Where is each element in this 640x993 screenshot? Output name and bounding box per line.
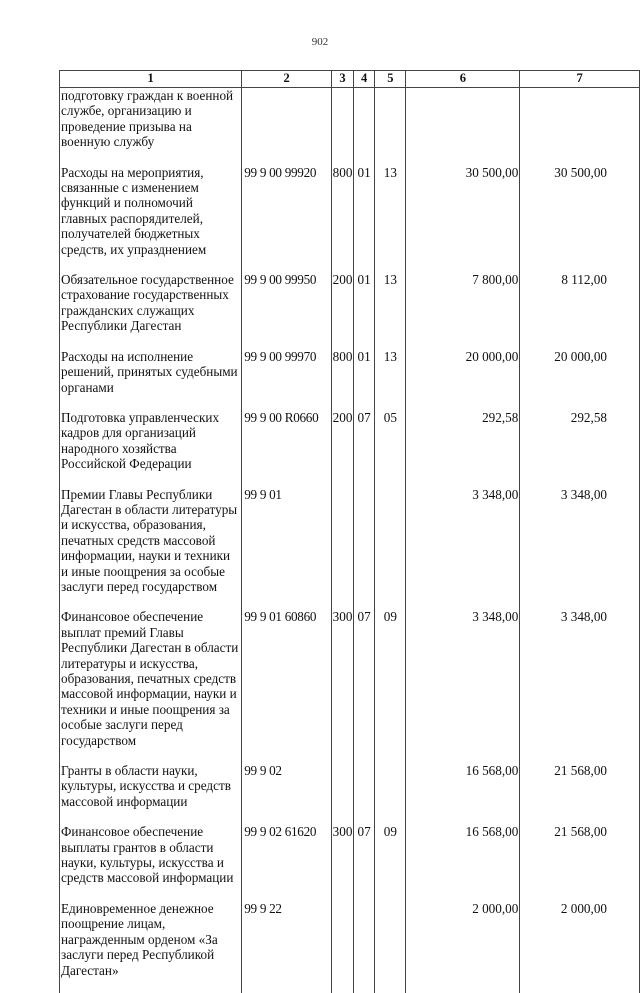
row-name: Финансовое обеспечение выплаты грантов в области науки, культуры, искусства и средств массовой информации	[60, 824, 242, 901]
row-amount-7: 21 568,00	[520, 824, 640, 901]
row-amount-6: 292,58	[406, 410, 520, 487]
page-number: 902	[311, 36, 329, 48]
column-header-5: 5	[375, 71, 406, 88]
row-col5: 09	[375, 824, 406, 901]
row-col5: 05	[375, 410, 406, 487]
row-amount-6: 30 500,00	[406, 165, 520, 272]
column-header-4: 4	[353, 71, 374, 88]
row-code: 99 9 00 R0660	[242, 410, 332, 487]
row-col4: 01	[353, 349, 374, 410]
row-code: 99 9 00 99920	[242, 165, 332, 272]
row-amount-6: 3 348,00	[406, 609, 520, 763]
row-col5	[375, 487, 406, 610]
column-header-3: 3	[332, 71, 354, 88]
row-code: 99 9 02 61620	[242, 824, 332, 901]
row-amount-7: 2 000,00	[520, 901, 640, 993]
row-code: 99 9 01 60860	[242, 609, 332, 763]
column-header-6: 6	[406, 71, 520, 88]
budget-table	[59, 70, 640, 993]
row-name: Единовременное денежное поощрение лицам, награжденным орденом «За заслуги перед Республикой Дагестан»	[60, 901, 242, 993]
row-col4: 01	[353, 165, 374, 272]
row-name: Обязательное государственное страхование государственных гражданских служащих Республики Дагестан	[60, 272, 242, 349]
row-col3: 300	[332, 824, 354, 901]
row-code: 99 9 22	[242, 901, 332, 993]
row-col3: 200	[332, 410, 354, 487]
row-amount-6: 16 568,00	[406, 824, 520, 901]
row-amount-6: 20 000,00	[406, 349, 520, 410]
row-col3	[332, 901, 354, 993]
row-col3: 300	[332, 609, 354, 763]
row-col4: 07	[353, 609, 374, 763]
row-name: подготовку граждан к военной службе, организацию и проведение призыва на военную службу	[60, 88, 242, 165]
table-row	[60, 165, 640, 272]
table-row	[60, 609, 640, 763]
row-col4	[353, 763, 374, 824]
row-col4: 07	[353, 410, 374, 487]
table-row	[60, 349, 640, 410]
row-amount-6: 3 348,00	[406, 487, 520, 610]
row-name: Финансовое обеспечение выплат премий Главы Республики Дагестан в области литературы и искусства, образования, печатных средств массовой информации, науки и техники и иные поощрения за особые заслуги перед государством	[60, 609, 242, 763]
row-amount-6: 16 568,00	[406, 763, 520, 824]
row-col4: 01	[353, 272, 374, 349]
row-col3: 800	[332, 349, 354, 410]
row-amount-7: 292,58	[520, 410, 640, 487]
row-col3: 200	[332, 272, 354, 349]
row-code: 99 9 02	[242, 763, 332, 824]
row-col5	[375, 88, 406, 165]
row-col3: 800	[332, 165, 354, 272]
row-col4	[353, 487, 374, 610]
row-name: Расходы на мероприятия, связанные с изменением функций и полномочий главных распорядителей, получателей бюджетных средств, их упразднением	[60, 165, 242, 272]
table-row	[60, 487, 640, 610]
row-name: Гранты в области науки, культуры, искусства и средств массовой информации	[60, 763, 242, 824]
row-code: 99 9 01	[242, 487, 332, 610]
row-name: Премии Главы Республики Дагестан в области литературы и искусства, образования, печатных средств массовой информации, науки и техники и иные поощрения за особые заслуги перед государством	[60, 487, 242, 610]
row-name: Подготовка управленческих кадров для организаций народного хозяйства Российской Федерации	[60, 410, 242, 487]
row-amount-7: 30 500,00	[520, 165, 640, 272]
row-col3	[332, 487, 354, 610]
row-col5	[375, 763, 406, 824]
row-amount-7: 8 112,00	[520, 272, 640, 349]
row-amount-7: 20 000,00	[520, 349, 640, 410]
column-header-2: 2	[242, 71, 332, 88]
row-amount-6: 7 800,00	[406, 272, 520, 349]
row-col3	[332, 763, 354, 824]
column-header-7: 7	[520, 71, 640, 88]
row-amount-7: 3 348,00	[520, 609, 640, 763]
row-col5: 13	[375, 165, 406, 272]
table-row	[60, 763, 640, 824]
table-row	[60, 824, 640, 901]
row-amount-7	[520, 88, 640, 165]
table-row	[60, 901, 640, 993]
table-row	[60, 410, 640, 487]
row-code: 99 9 00 99950	[242, 272, 332, 349]
table-row	[60, 272, 640, 349]
row-col3	[332, 88, 354, 165]
row-col5: 13	[375, 272, 406, 349]
header-row	[60, 71, 640, 88]
table-row	[60, 88, 640, 165]
row-col5	[375, 901, 406, 993]
row-amount-7: 3 348,00	[520, 487, 640, 610]
row-code	[242, 88, 332, 165]
row-col4	[353, 901, 374, 993]
row-amount-6	[406, 88, 520, 165]
row-amount-7: 21 568,00	[520, 763, 640, 824]
row-name: Расходы на исполнение решений, принятых судебными органами	[60, 349, 242, 410]
row-code: 99 9 00 99970	[242, 349, 332, 410]
row-col4	[353, 88, 374, 165]
column-header-1: 1	[60, 71, 242, 88]
row-amount-6: 2 000,00	[406, 901, 520, 993]
row-col5: 13	[375, 349, 406, 410]
row-col4: 07	[353, 824, 374, 901]
row-col5: 09	[375, 609, 406, 763]
